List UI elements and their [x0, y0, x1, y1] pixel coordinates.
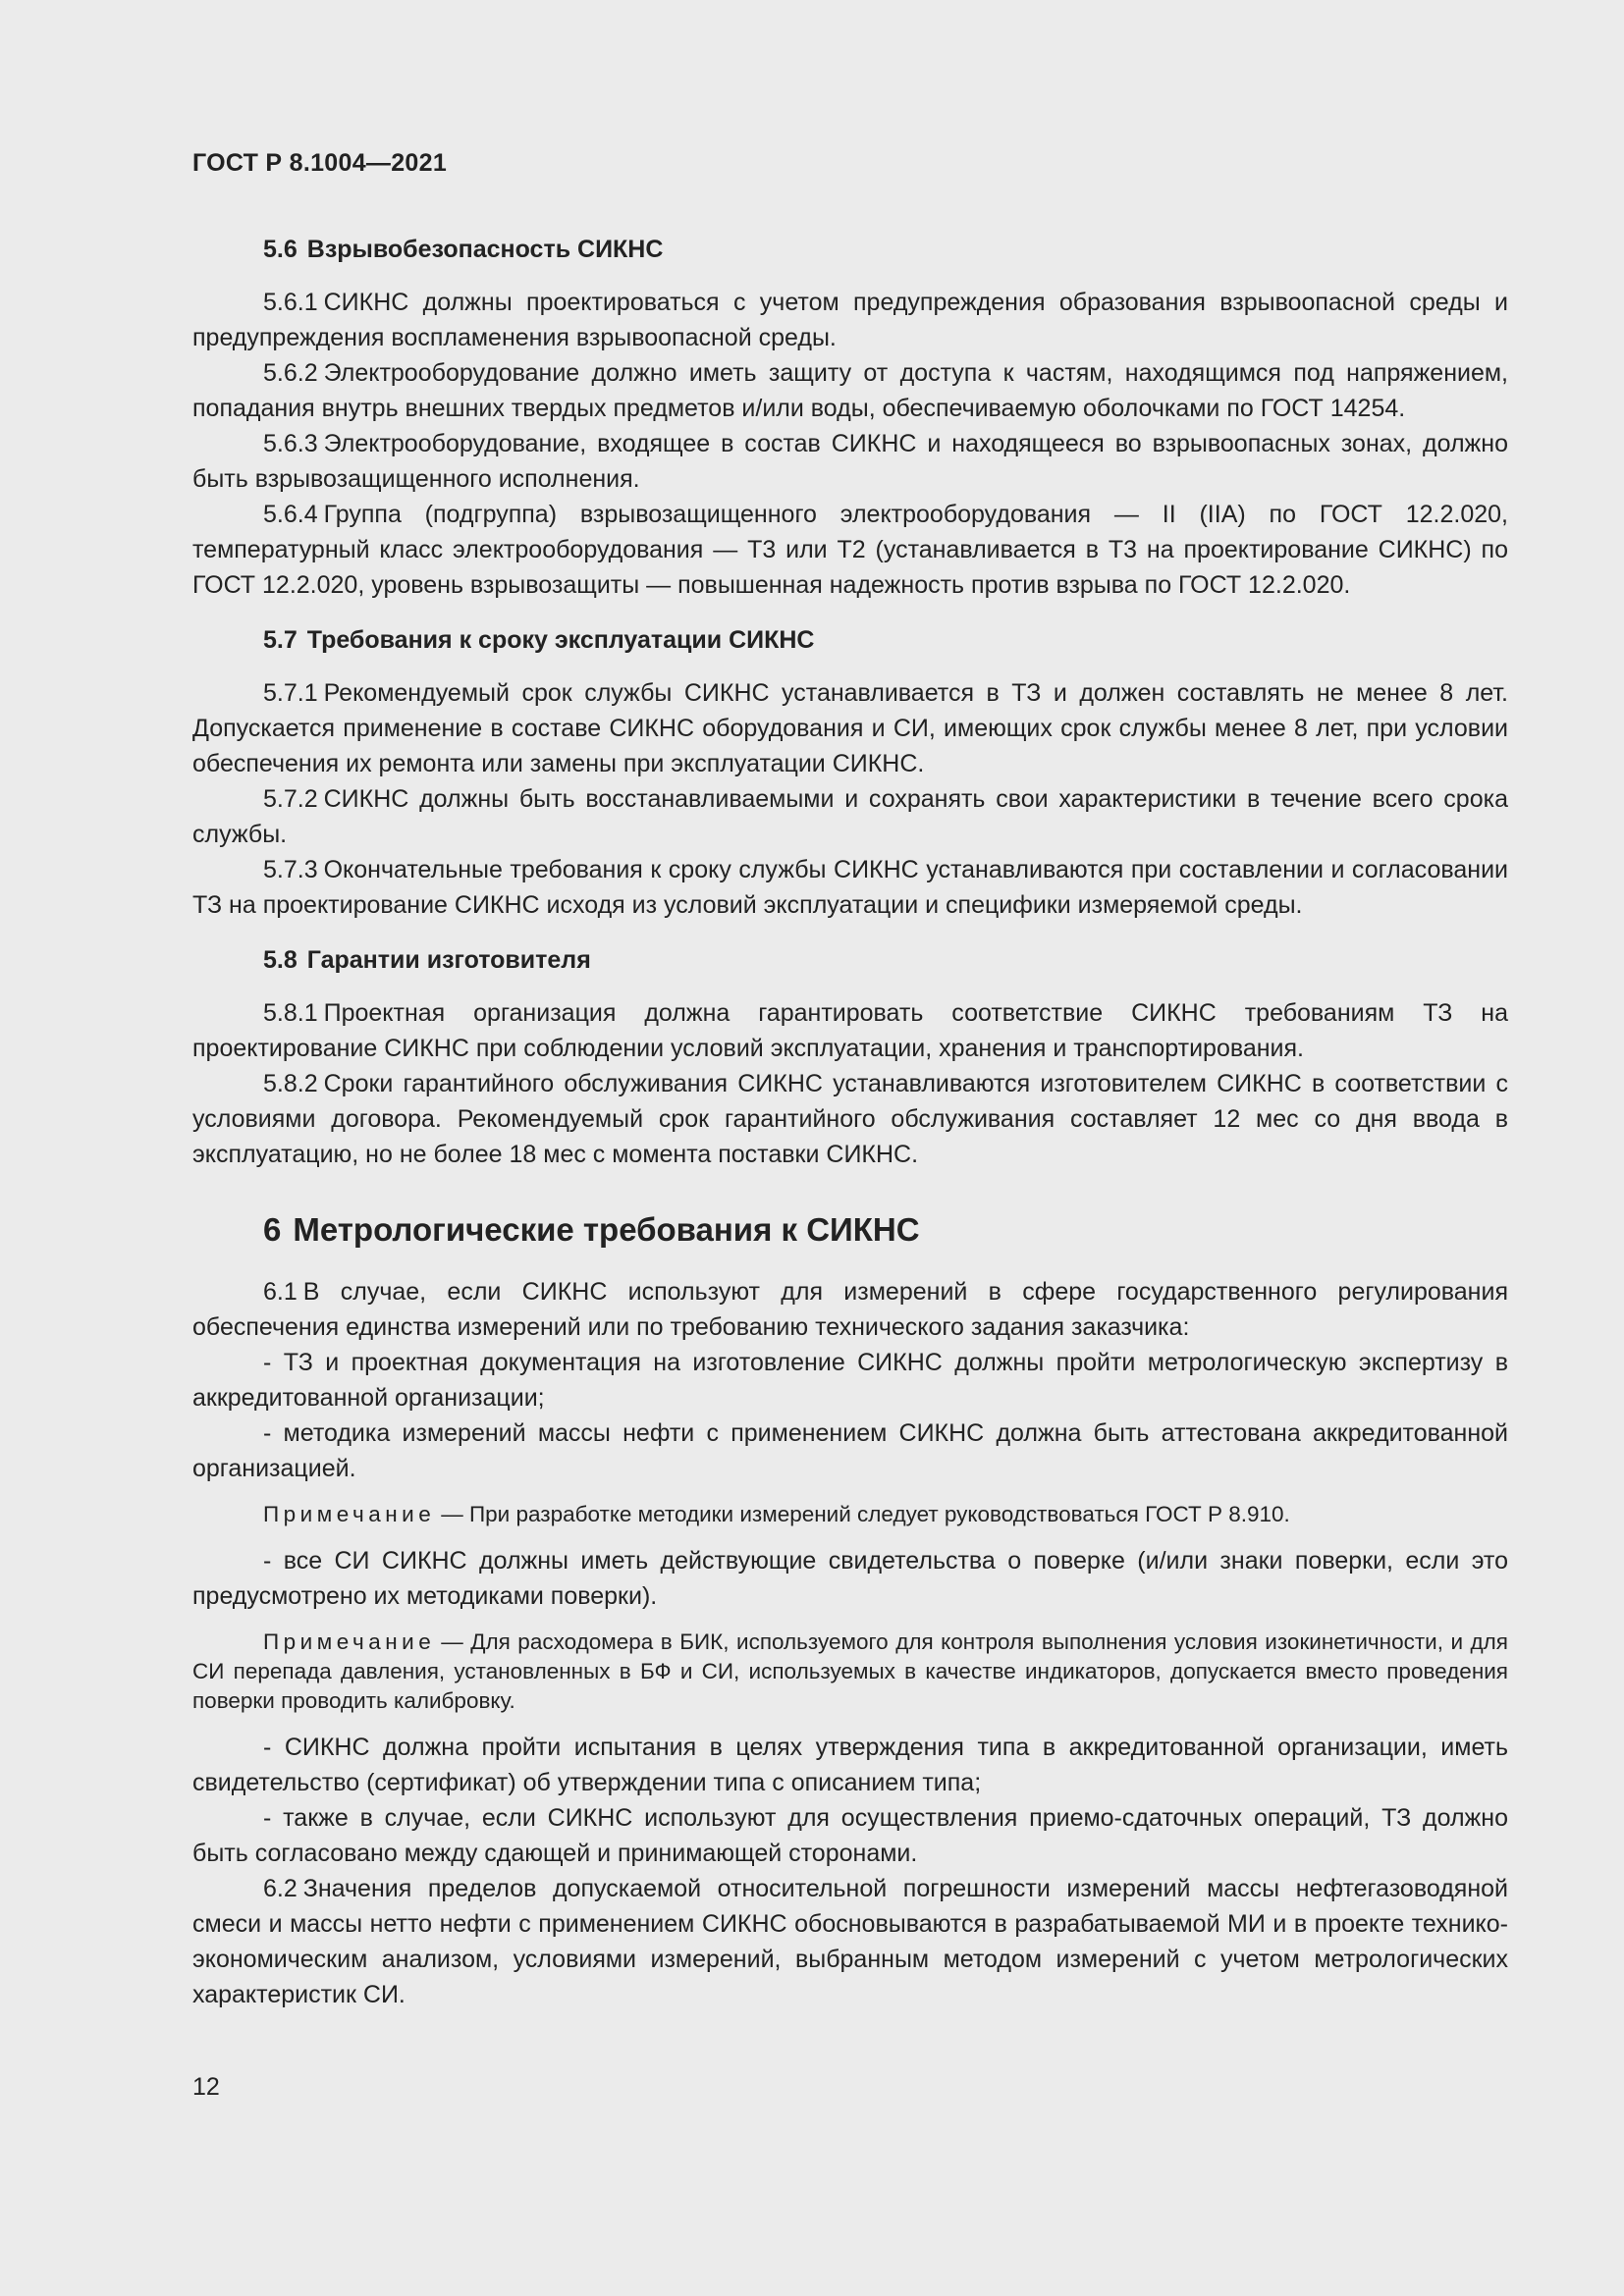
- chapter-number: 6: [263, 1211, 282, 1248]
- paragraph-6-1: 6.1 В случае, если СИКНС используют для измерений в сфере государственного регулирования обеспечения единства измерений или по требованию технического задания заказчика:: [192, 1278, 1508, 1341]
- list-item: - СИКНС должна пройти испытания в целях утверждения типа в аккредитованной организации, иметь свидетельство (сертификат) об утверждении типа с описанием типа;: [192, 1734, 1508, 1796]
- list-item: - методика измерений массы нефти с применением СИКНС должна быть аттестована аккредитованной организацией.: [192, 1419, 1508, 1482]
- note-label: Примечание: [263, 1502, 436, 1526]
- paragraph-5-7-3: 5.7.3 Окончательные требования к сроку службы СИКНС устанавливаются при составлении и согласовании ТЗ на проектирование СИКНС исходя из условий эксплуатации и специфики измеряемой среды.: [192, 856, 1508, 919]
- section-5-8-title: [192, 944, 1508, 976]
- paragraph-5-6-4: 5.6.4 Группа (подгруппа) взрывозащищенного электрооборудования — II (IIA) по ГОСТ 12.2.020, температурный класс электрооборудования — Т3 или Т2 (устанавливается в Т3 на проектирование СИКНС) по ГОСТ 12.2.020, уровень взрывозащиты — повышенная надежность против взрыва по ГОСТ 12.2.020.: [192, 501, 1508, 599]
- section-title-text: Взрывобезопасность СИКНС: [306, 236, 664, 263]
- chapter-title-text: Метрологические требования к СИКНС: [293, 1211, 920, 1248]
- paragraph-5-8-2: 5.8.2 Сроки гарантийного обслуживания СИКНС устанавливаются изготовителем СИКНС в соответствии с условиями договора. Рекомендуемый срок гарантийного обслуживания составляет 12 мес со дня ввода в эксплуатацию, но не более 18 мес с момента поставки СИКНС.: [192, 1070, 1508, 1168]
- section-5-7-title: [192, 624, 1508, 656]
- note: Примечание — Для расходомера в БИК, используемого для контроля выполнения условия изокинетичности, и для СИ перепада давления, установленных в БФ и СИ, используемых в качестве индикаторов, допускается вместо проведения поверки проводить калибровку.: [192, 1629, 1508, 1713]
- page-number: 12: [192, 2073, 220, 2101]
- note: Примечание — При разработке методики измерений следует руководствоваться ГОСТ Р 8.910.: [263, 1502, 1290, 1526]
- paragraph-5-6-3: 5.6.3 Электрооборудование, входящее в состав СИКНС и находящееся во взрывоопасных зонах, должно быть взрывозащищенного исполнения.: [192, 430, 1508, 493]
- section-title-text: Гарантии изготовителя: [306, 946, 591, 974]
- section-number: 5.7: [263, 626, 298, 654]
- list-item: - ТЗ и проектная документация на изготовление СИКНС должны пройти метрологическую экспертизу в аккредитованной организации;: [192, 1349, 1508, 1412]
- paragraph-6-2: 6.2 Значения пределов допускаемой относительной погрешности измерений массы нефтегазоводяной смеси и массы нетто нефти с применением СИКНС обосновываются в разрабатываемой МИ и в проекте технико-экономическим анализом, условиями измерений, выбранным методом измерений с учетом метрологических характеристик СИ.: [192, 1875, 1508, 2008]
- paragraph-5-6-2: 5.6.2 Электрооборудование должно иметь защиту от доступа к частям, находящимся под напряжением, попадания внутрь внешних твердых предметов и/или воды, обеспечиваемую оболочками по ГОСТ 14254.: [192, 359, 1508, 422]
- section-5-6-title: [192, 234, 1508, 265]
- section-number: 5.6: [263, 236, 298, 263]
- section-title-text: Требования к сроку эксплуатации СИКНС: [306, 626, 815, 654]
- chapter-6-title: [192, 1209, 1508, 1251]
- list-item: - также в случае, если СИКНС используют для осуществления приемо-сдаточных операций, ТЗ должно быть согласовано между сдающей и принимающей сторонами.: [192, 1804, 1508, 1867]
- section-number: 5.8: [263, 946, 298, 974]
- paragraph-5-7-2: 5.7.2 СИКНС должны быть восстанавливаемыми и сохранять свои характеристики в течение всего срока службы.: [192, 785, 1508, 848]
- paragraph-5-7-1: 5.7.1 Рекомендуемый срок службы СИКНС устанавливается в ТЗ и должен составлять не менее 8 лет. Допускается применение в составе СИКНС оборудования и СИ, имеющих срок службы менее 8 лет, при условии обеспечения их ремонта или замены при эксплуатации СИКНС.: [192, 679, 1508, 777]
- list-item: - все СИ СИКНС должны иметь действующие свидетельства о поверке (и/или знаки поверки, если это предусмотрено их методиками поверки).: [192, 1547, 1508, 1610]
- paragraph-5-6-1: 5.6.1 СИКНС должны проектироваться с учетом предупреждения образования взрывоопасной среды и предупреждения воспламенения взрывоопасной среды.: [192, 289, 1508, 351]
- document-header: ГОСТ Р 8.1004—2021: [192, 149, 448, 177]
- note-label: Примечание: [263, 1629, 436, 1654]
- paragraph-5-8-1: 5.8.1 Проектная организация должна гарантировать соответствие СИКНС требованиям ТЗ на проектирование СИКНС при соблюдении условий эксплуатации, хранения и транспортирования.: [192, 999, 1508, 1062]
